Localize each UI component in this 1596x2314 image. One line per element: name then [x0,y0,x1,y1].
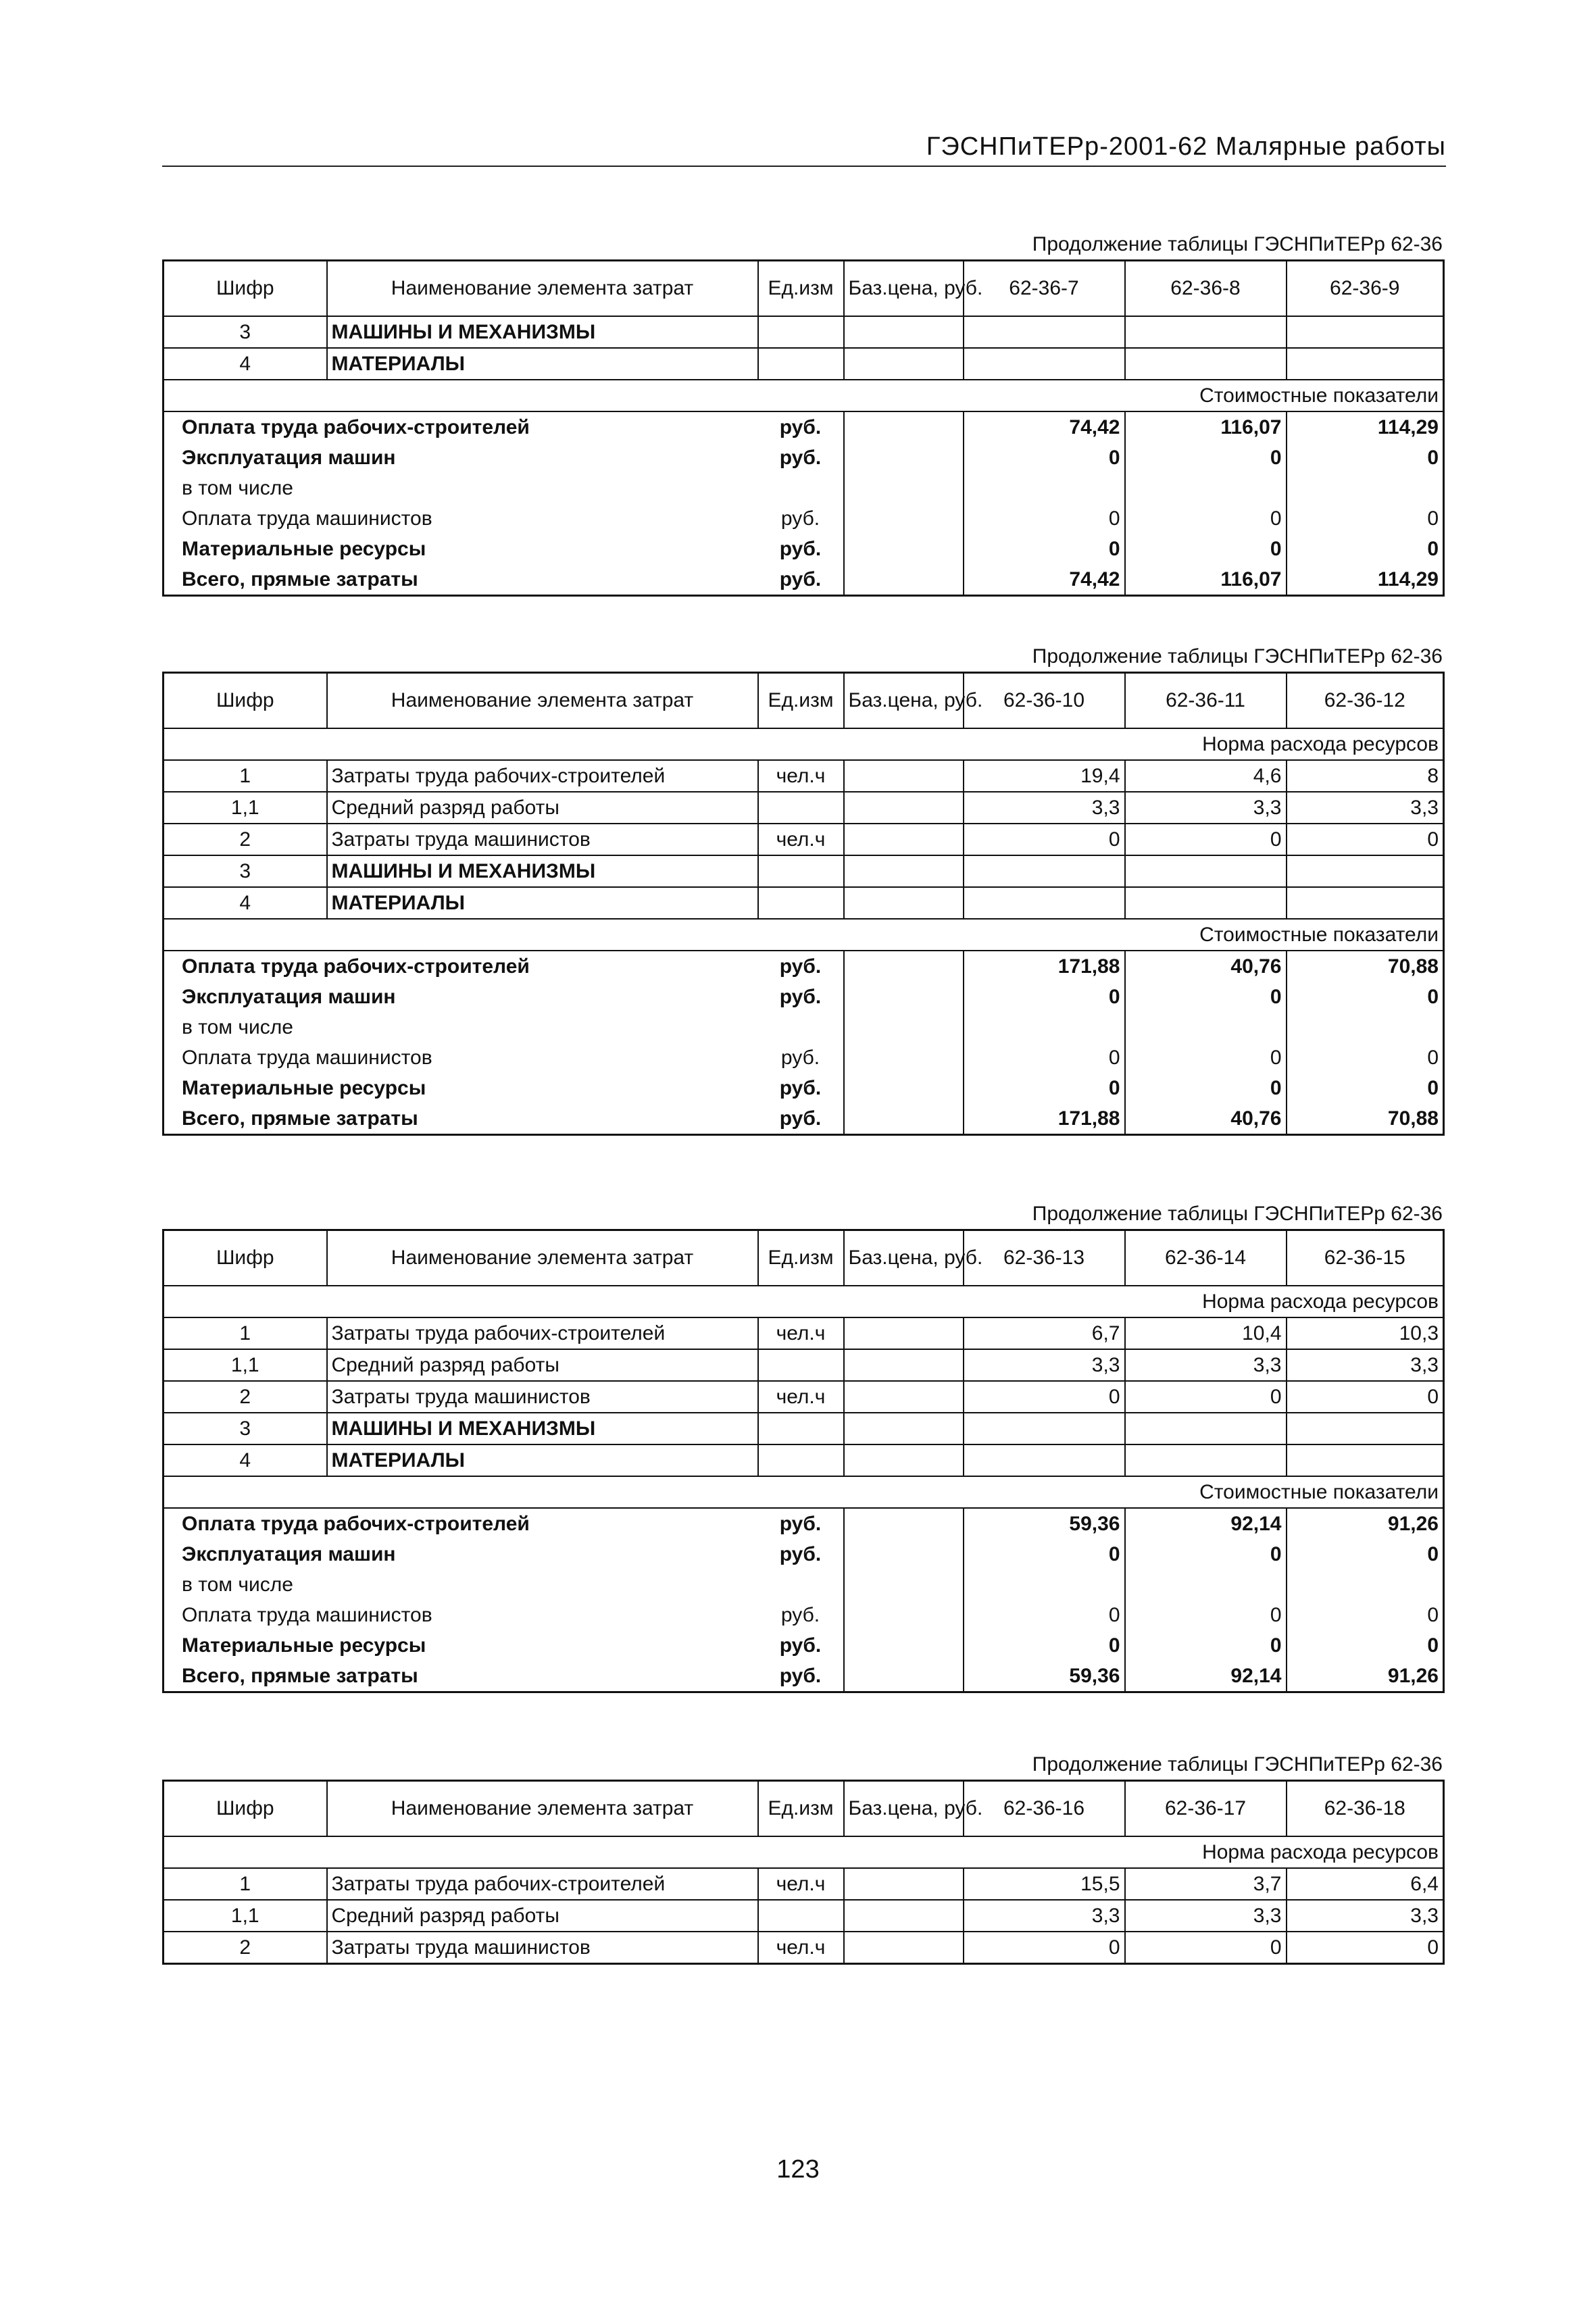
cost-row [164,473,1444,503]
row-value: 3,3 [1125,792,1287,824]
row-unit [758,1444,844,1476]
cost-label: в том числе [164,473,758,503]
cost-value: 0 [1125,534,1287,564]
row-name: Средний разряд работы [327,1900,758,1932]
row-code: 4 [164,348,327,380]
table-block [162,1199,1443,1693]
cost-row [164,1569,1444,1600]
row-code: 1,1 [164,792,327,824]
cost-value: 0 [964,534,1125,564]
header-code: Шифр [164,261,327,317]
row-value: 19,4 [964,760,1125,792]
running-head: ГЭСНПиТЕРр-2001-62 Малярные работы [162,132,1446,167]
cost-base-price [844,1630,964,1661]
row-value [1125,1413,1287,1444]
row-unit: чел.ч [758,1317,844,1349]
header-col1: 62-36-10 [964,673,1125,729]
cost-row [164,1539,1444,1569]
cost-value [1287,473,1444,503]
row-value: 3,3 [1287,792,1444,824]
header-col2: 62-36-8 [1125,261,1287,317]
table-caption: Продолжение таблицы ГЭСНПиТЕРр 62-36 [1032,1753,1443,1776]
row-value [1125,855,1287,887]
row-unit: чел.ч [758,1381,844,1413]
cost-value: 0 [1125,443,1287,473]
row-value [964,316,1125,348]
cost-value [964,1569,1125,1600]
header-col2: 62-36-17 [1125,1781,1287,1837]
norm-section-label: Норма расхода ресурсов [164,1286,1444,1317]
cost-unit: руб. [758,503,844,534]
row-unit: чел.ч [758,1868,844,1900]
cost-row [164,951,1444,982]
row-name: МАТЕРИАЛЫ [327,887,758,919]
row-value [1125,1444,1287,1476]
header-base-price: Баз.цена, руб. [844,1230,964,1286]
cost-base-price [844,1042,964,1073]
header-col3: 62-36-9 [1287,261,1444,317]
row-value: 0 [1125,1932,1287,1964]
cost-value [1125,1569,1287,1600]
row-name: Затраты труда машинистов [327,1381,758,1413]
cost-unit: руб. [758,1539,844,1569]
cost-base-price [844,1539,964,1569]
row-code: 1,1 [164,1900,327,1932]
row-base-price [844,760,964,792]
row-unit: чел.ч [758,760,844,792]
row-base-price [844,1444,964,1476]
cost-row [164,1042,1444,1073]
row-base-price [844,1932,964,1964]
cost-label: Всего, прямые затраты [164,1103,758,1135]
cost-value: 74,42 [964,411,1125,443]
cost-value: 0 [1287,1073,1444,1103]
row-value [964,855,1125,887]
header-row [164,1781,1444,1837]
header-base-price: Баз.цена, руб. [844,1781,964,1837]
cost-value [1287,1569,1444,1600]
table-block [162,1750,1443,1965]
row-value: 6,4 [1287,1868,1444,1900]
row-value: 3,7 [1125,1868,1287,1900]
row-unit: чел.ч [758,824,844,855]
cost-value: 0 [1125,503,1287,534]
cost-label: Оплата труда рабочих-строителей [164,951,758,982]
header-col1: 62-36-13 [964,1230,1125,1286]
row-name: Затраты труда рабочих-строителей [327,760,758,792]
row-value [1125,316,1287,348]
cost-unit [758,1012,844,1042]
row-unit [758,792,844,824]
row-value: 10,4 [1125,1317,1287,1349]
table-caption: Продолжение таблицы ГЭСНПиТЕРр 62-36 [1032,645,1443,668]
row-code: 2 [164,1381,327,1413]
header-name: Наименование элемента затрат [327,1230,758,1286]
cost-row [164,564,1444,596]
cost-base-price [844,982,964,1012]
row-base-price [844,348,964,380]
header-row [164,261,1444,317]
row-unit [758,855,844,887]
cost-label: Эксплуатация машин [164,1539,758,1569]
table-row [164,792,1444,824]
cost-label: Всего, прямые затраты [164,1661,758,1692]
cost-label: Эксплуатация машин [164,982,758,1012]
cost-unit: руб. [758,1630,844,1661]
cost-row [164,1630,1444,1661]
row-code: 1 [164,760,327,792]
cost-unit: руб. [758,1103,844,1135]
cost-value: 0 [964,1630,1125,1661]
cost-value: 114,29 [1287,411,1444,443]
row-code: 1 [164,1868,327,1900]
resource-table [162,1780,1445,1965]
cost-unit: руб. [758,1073,844,1103]
header-unit: Ед.изм [758,1781,844,1837]
norm-section-label: Норма расхода ресурсов [164,1836,1444,1868]
cost-value: 0 [1287,1600,1444,1630]
cost-unit: руб. [758,1508,844,1539]
cost-label: Оплата труда рабочих-строителей [164,1508,758,1539]
row-value: 0 [1125,1381,1287,1413]
row-name: Средний разряд работы [327,1349,758,1381]
table-block [162,230,1443,597]
header-code: Шифр [164,1781,327,1837]
row-value: 0 [1287,1932,1444,1964]
cost-value: 0 [964,443,1125,473]
row-unit: чел.ч [758,1932,844,1964]
row-code: 1,1 [164,1349,327,1381]
table-row [164,1317,1444,1349]
row-base-price [844,824,964,855]
cost-unit: руб. [758,1600,844,1630]
row-value: 0 [964,1381,1125,1413]
cost-value: 0 [1125,1042,1287,1073]
cost-unit [758,1569,844,1600]
row-name: МАТЕРИАЛЫ [327,1444,758,1476]
cost-row [164,1508,1444,1539]
row-base-price [844,1413,964,1444]
row-value [1287,1413,1444,1444]
cost-row [164,982,1444,1012]
cost-value: 74,42 [964,564,1125,596]
cost-value: 91,26 [1287,1661,1444,1692]
resource-table [162,672,1445,1136]
cost-value: 0 [1125,1539,1287,1569]
cost-base-price [844,1508,964,1539]
row-code: 2 [164,1932,327,1964]
cost-section-label: Стоимостные показатели [164,380,1444,411]
table-block [162,642,1443,1136]
row-code: 1 [164,1317,327,1349]
table-row [164,1349,1444,1381]
header-code: Шифр [164,1230,327,1286]
cost-row [164,1103,1444,1135]
row-name: МАТЕРИАЛЫ [327,348,758,380]
row-value [1287,1444,1444,1476]
resource-table [162,1229,1445,1693]
cost-base-price [844,443,964,473]
header-col3: 62-36-12 [1287,673,1444,729]
row-value: 3,3 [964,1349,1125,1381]
row-name: МАШИНЫ И МЕХАНИЗМЫ [327,855,758,887]
row-code: 3 [164,1413,327,1444]
cost-value [1125,473,1287,503]
header-code: Шифр [164,673,327,729]
row-unit [758,1349,844,1381]
row-unit [758,316,844,348]
table-row [164,316,1444,348]
cost-label: Всего, прямые затраты [164,564,758,596]
row-name: Затраты труда рабочих-строителей [327,1317,758,1349]
cost-value: 0 [1287,503,1444,534]
cost-value: 0 [964,982,1125,1012]
cost-value: 0 [964,1600,1125,1630]
cost-value: 0 [1287,1042,1444,1073]
row-value [1287,855,1444,887]
cost-unit: руб. [758,411,844,443]
cost-value: 0 [1287,443,1444,473]
cost-value: 0 [1125,1630,1287,1661]
cost-label: Оплата труда машинистов [164,1042,758,1073]
cost-base-price [844,1103,964,1135]
norm-section-label: Норма расхода ресурсов [164,728,1444,760]
table-row [164,1413,1444,1444]
cost-row [164,1600,1444,1630]
table-row [164,1900,1444,1932]
cost-base-price [844,1600,964,1630]
table-row [164,760,1444,792]
row-value [1287,348,1444,380]
cost-unit: руб. [758,564,844,596]
row-value [1125,348,1287,380]
table-row [164,1381,1444,1413]
header-col1: 62-36-7 [964,261,1125,317]
header-base-price: Баз.цена, руб. [844,261,964,317]
row-value: 3,3 [1287,1349,1444,1381]
cost-row [164,443,1444,473]
cost-label: Материальные ресурсы [164,534,758,564]
row-unit [758,887,844,919]
row-value [964,1413,1125,1444]
cost-value [1287,1012,1444,1042]
row-value: 0 [1125,824,1287,855]
cost-row [164,503,1444,534]
cost-base-price [844,951,964,982]
cost-row [164,1661,1444,1692]
header-unit: Ед.изм [758,1230,844,1286]
cost-base-price [844,1661,964,1692]
cost-label: в том числе [164,1012,758,1042]
row-name: Средний разряд работы [327,792,758,824]
cost-value: 92,14 [1125,1508,1287,1539]
cost-value: 114,29 [1287,564,1444,596]
cost-base-price [844,1012,964,1042]
cost-section-label: Стоимостные показатели [164,1476,1444,1508]
row-name: МАШИНЫ И МЕХАНИЗМЫ [327,316,758,348]
cost-base-price [844,564,964,596]
row-value [964,1444,1125,1476]
row-name: Затраты труда рабочих-строителей [327,1868,758,1900]
row-code: 2 [164,824,327,855]
cost-value: 0 [1125,1600,1287,1630]
cost-unit: руб. [758,534,844,564]
cost-section-label: Стоимостные показатели [164,919,1444,951]
header-name: Наименование элемента затрат [327,261,758,317]
row-value [964,887,1125,919]
row-value: 3,3 [1125,1349,1287,1381]
table-row [164,855,1444,887]
row-base-price [844,316,964,348]
cost-label: Материальные ресурсы [164,1630,758,1661]
row-value [1125,887,1287,919]
resource-table [162,259,1445,597]
cost-row [164,411,1444,443]
cost-value: 0 [964,503,1125,534]
row-code: 4 [164,887,327,919]
cost-value: 0 [1125,1073,1287,1103]
cost-value: 70,88 [1287,1103,1444,1135]
row-base-price [844,1868,964,1900]
cost-value: 0 [1125,982,1287,1012]
header-base-price: Баз.цена, руб. [844,673,964,729]
cost-unit [758,473,844,503]
cost-unit: руб. [758,982,844,1012]
row-value: 3,3 [1125,1900,1287,1932]
row-name: Затраты труда машинистов [327,1932,758,1964]
cost-value: 0 [964,1042,1125,1073]
row-code: 3 [164,316,327,348]
row-value: 3,3 [964,792,1125,824]
cost-value [964,1012,1125,1042]
cost-label: Оплата труда машинистов [164,503,758,534]
cost-label: Эксплуатация машин [164,443,758,473]
cost-value: 70,88 [1287,951,1444,982]
table-caption: Продолжение таблицы ГЭСНПиТЕРр 62-36 [1032,233,1443,255]
cost-value: 0 [1287,982,1444,1012]
row-unit [758,1900,844,1932]
row-value [964,348,1125,380]
cost-value: 171,88 [964,951,1125,982]
cost-base-price [844,534,964,564]
cost-value [1125,1012,1287,1042]
cost-label: Материальные ресурсы [164,1073,758,1103]
row-value: 0 [1287,824,1444,855]
cost-value: 59,36 [964,1508,1125,1539]
cost-value: 92,14 [1125,1661,1287,1692]
table-row [164,824,1444,855]
cost-value [964,473,1125,503]
row-value: 3,3 [964,1900,1125,1932]
cost-value: 0 [1287,1630,1444,1661]
header-unit: Ед.изм [758,261,844,317]
cost-row [164,1073,1444,1103]
page-number: 123 [776,2155,820,2184]
header-unit: Ед.изм [758,673,844,729]
cost-value: 59,36 [964,1661,1125,1692]
table-row [164,1868,1444,1900]
cost-unit: руб. [758,1661,844,1692]
row-code: 4 [164,1444,327,1476]
cost-unit: руб. [758,951,844,982]
row-unit [758,1413,844,1444]
header-col1: 62-36-16 [964,1781,1125,1837]
cost-unit: руб. [758,1042,844,1073]
row-value: 8 [1287,760,1444,792]
cost-base-price [844,411,964,443]
cost-label: Оплата труда машинистов [164,1600,758,1630]
cost-row [164,1012,1444,1042]
row-base-price [844,1349,964,1381]
cost-value: 0 [964,1073,1125,1103]
cost-base-price [844,503,964,534]
cost-value: 91,26 [1287,1508,1444,1539]
row-name: МАШИНЫ И МЕХАНИЗМЫ [327,1413,758,1444]
row-value: 4,6 [1125,760,1287,792]
header-col2: 62-36-14 [1125,1230,1287,1286]
cost-row [164,534,1444,564]
header-col3: 62-36-18 [1287,1781,1444,1837]
row-value [1287,887,1444,919]
row-base-price [844,1900,964,1932]
header-col3: 62-36-15 [1287,1230,1444,1286]
row-base-price [844,855,964,887]
cost-value: 40,76 [1125,951,1287,982]
cost-label: Оплата труда рабочих-строителей [164,411,758,443]
row-value: 0 [1287,1381,1444,1413]
row-base-price [844,887,964,919]
cost-value: 116,07 [1125,411,1287,443]
cost-value: 0 [1287,1539,1444,1569]
header-col2: 62-36-11 [1125,673,1287,729]
header-name: Наименование элемента затрат [327,673,758,729]
cost-base-price [844,473,964,503]
cost-value: 116,07 [1125,564,1287,596]
table-caption: Продолжение таблицы ГЭСНПиТЕРр 62-36 [1032,1203,1443,1225]
cost-label: в том числе [164,1569,758,1600]
row-name: Затраты труда машинистов [327,824,758,855]
row-value: 6,7 [964,1317,1125,1349]
row-value: 15,5 [964,1868,1125,1900]
table-row [164,1932,1444,1964]
cost-value: 40,76 [1125,1103,1287,1135]
row-base-price [844,792,964,824]
row-code: 3 [164,855,327,887]
header-row [164,673,1444,729]
row-base-price [844,1317,964,1349]
cost-value: 0 [1287,534,1444,564]
row-unit [758,348,844,380]
cost-value: 171,88 [964,1103,1125,1135]
header-name: Наименование элемента затрат [327,1781,758,1837]
row-value: 0 [964,1932,1125,1964]
cost-base-price [844,1073,964,1103]
row-value: 10,3 [1287,1317,1444,1349]
cost-base-price [844,1569,964,1600]
table-row [164,1444,1444,1476]
row-value [1287,316,1444,348]
table-row [164,348,1444,380]
header-row [164,1230,1444,1286]
table-row [164,887,1444,919]
cost-value: 0 [964,1539,1125,1569]
row-value: 3,3 [1287,1900,1444,1932]
row-value: 0 [964,824,1125,855]
row-base-price [844,1381,964,1413]
cost-unit: руб. [758,443,844,473]
